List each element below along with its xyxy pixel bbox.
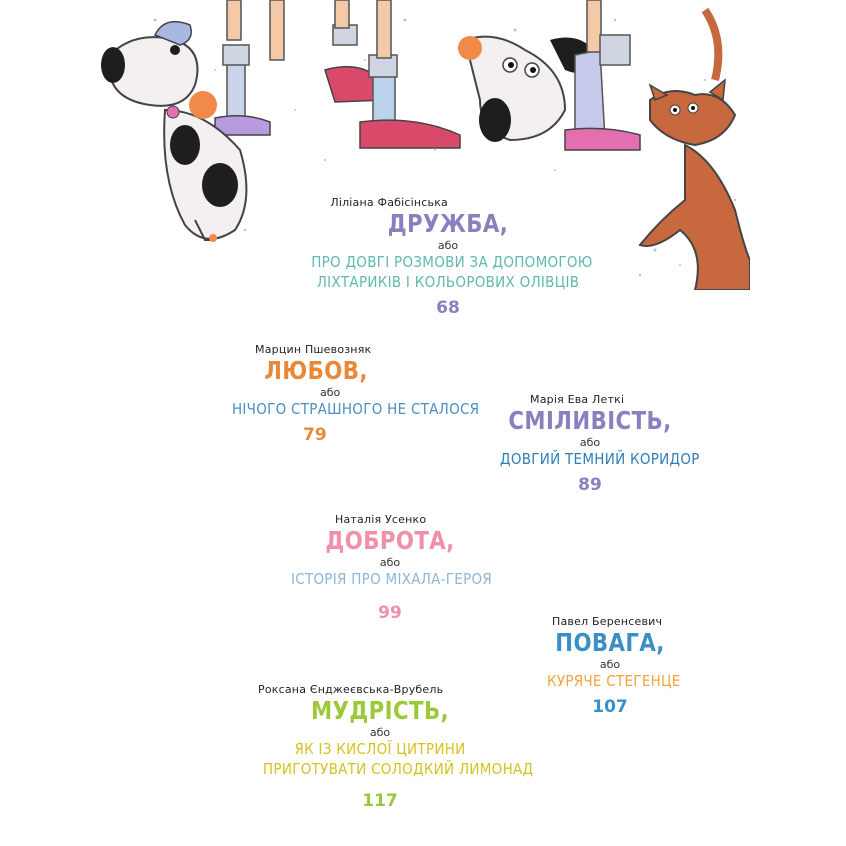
left-legs [215, 0, 385, 135]
chapter-subtitle-line-2: ПРИГОТУВАТИ СОЛОДКИЙ ЛИМОНАД [263, 760, 534, 778]
chapter-title: ДОБРОТА, [325, 526, 455, 555]
page-number: 68 [436, 298, 460, 318]
author-name: Павел Беренсевич [552, 615, 663, 628]
toc-entry-dobrota [280, 513, 500, 623]
page-number: 117 [362, 791, 398, 811]
toc-entry-povaga [540, 615, 680, 717]
chapter-title: МУДРІСТЬ, [310, 696, 450, 725]
right-dog [458, 0, 640, 150]
chapter-subtitle-line-1: ПРО ДОВГІ РОЗМОВИ ЗА ДОПОМОГОЮ [311, 253, 593, 271]
or-connector: або [320, 386, 341, 399]
author-name: Роксана Єнджеєвська-Врубель [258, 683, 444, 696]
page-number: 107 [592, 697, 628, 717]
author-name: Марцин Пшевозняк [255, 343, 372, 356]
or-connector: або [369, 726, 391, 739]
page-number: 99 [378, 603, 402, 623]
cat [640, 10, 750, 290]
toc-entry-druzhba [296, 196, 600, 318]
chapter-title: СМІЛИВІСТЬ, [508, 406, 672, 435]
chapter-subtitle-line-1: ІСТОРІЯ ПРО МІХАЛА-ГЕРОЯ [291, 570, 493, 588]
chapter-title: ЛЮБОВ, [264, 356, 368, 385]
page-number: 89 [578, 475, 602, 495]
chapter-subtitle-line-1: ЯК ІЗ КИСЛОЇ ЦИТРИНИ [294, 740, 466, 758]
chapter-subtitle-line-1: КУРЯЧЕ СТЕГЕНЦЕ [547, 672, 681, 690]
chapter-subtitle-line-1: НІЧОГО СТРАШНОГО НЕ СТАЛОСЯ [232, 400, 480, 418]
toc-entry-smilyvist [490, 393, 700, 495]
toc-entry-mudrist [250, 683, 534, 811]
chapter-title: ПОВАГА, [555, 628, 665, 657]
or-connector: або [599, 658, 621, 671]
author-name: Марія Ева Леткі [530, 393, 625, 406]
or-connector: або [437, 239, 459, 252]
or-connector: або [379, 556, 401, 569]
chapter-subtitle-line-1: ДОВГИЙ ТЕМНИЙ КОРИДОР [500, 450, 700, 468]
toc-entry-lyubov [220, 343, 480, 445]
author-name: Ліліана Фабісінська [330, 196, 448, 209]
author-name: Наталія Усенко [335, 513, 427, 526]
chapter-subtitle-line-2: ЛІХТАРИКІВ І КОЛЬОРОВИХ ОЛІВЦІВ [316, 273, 580, 291]
middle-legs [360, 0, 460, 148]
chapter-title: ДРУЖБА, [387, 209, 509, 238]
page-number: 79 [303, 425, 327, 445]
or-connector: або [579, 436, 601, 449]
